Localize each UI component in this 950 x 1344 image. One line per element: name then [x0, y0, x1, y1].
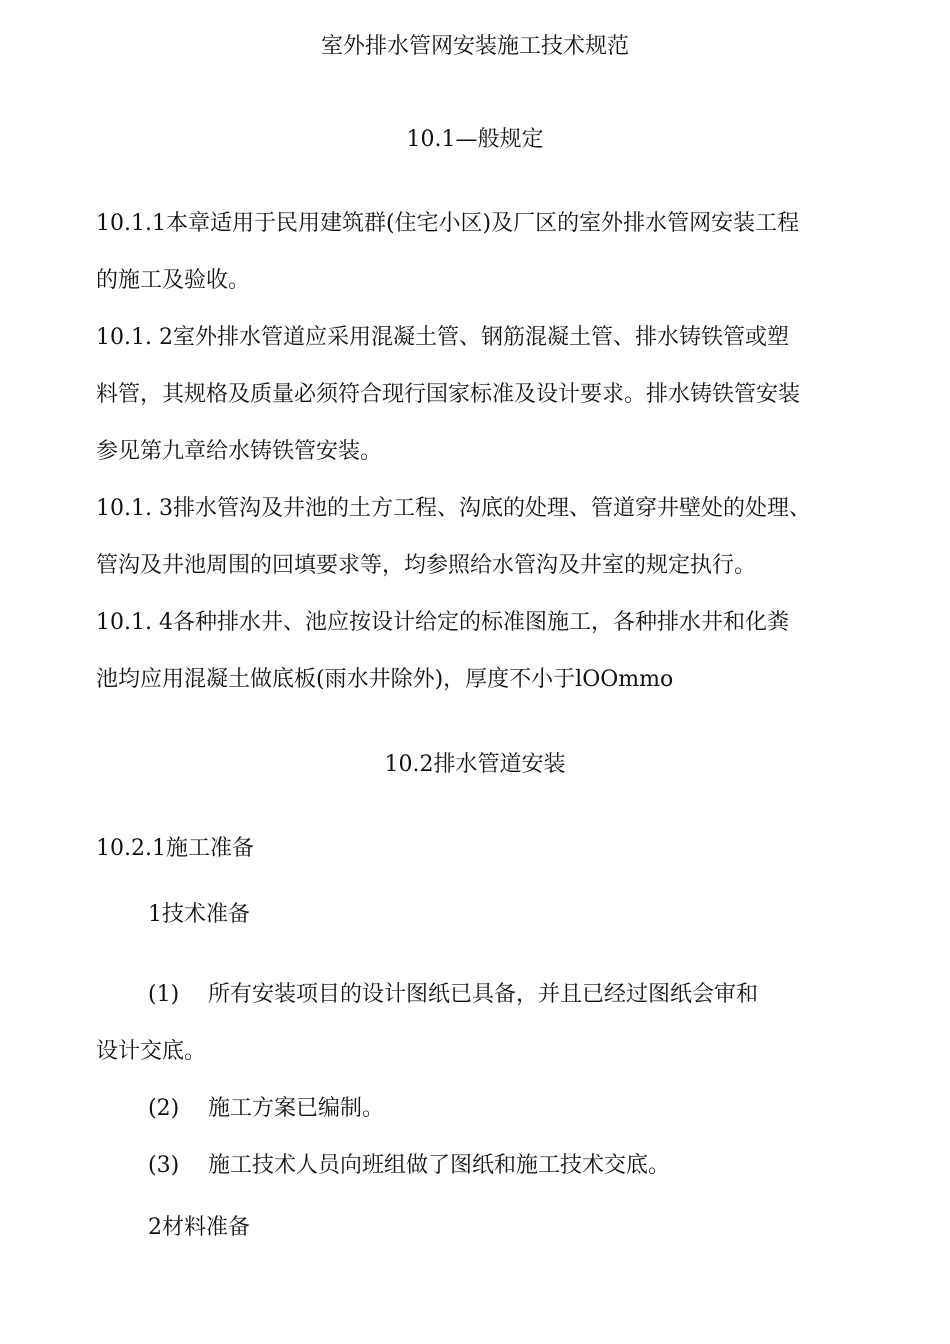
list-item-2-number: (2) — [148, 1096, 180, 1121]
document-title: 室外排水管网安装施工技术规范 — [320, 34, 629, 59]
list-item-1-text: 所有安装项目的设计图纸已具备，并且已经过图纸会审和 — [208, 982, 759, 1007]
section-heading-10-2: 10.2排水管道安装 — [384, 752, 566, 777]
paragraph-10-1-4-line-2: 池均应用混凝土做底板(雨水井除外)，厚度不小于lOOmmo — [96, 667, 674, 692]
list-item-1-number: (1) — [148, 982, 180, 1007]
paragraph-10-1-1-line-1: 10.1.1本章适用于民用建筑群(住宅小区)及厂区的室外排水管网安装工程 — [96, 211, 800, 236]
paragraph-10-1-4-line-1: 10.1. 4各种排水井、池应按设计给定的标准图施工，各种排水井和化粪 — [96, 610, 789, 635]
section-heading-10-1: 10.1—般规定 — [406, 127, 544, 152]
list-item-3 — [148, 1151, 670, 1181]
list-item-3-number: (3) — [148, 1153, 180, 1178]
paragraph-10-1-3-line-2: 管沟及井池周围的回填要求等，均参照给水管沟及井室的规定执行。 — [96, 553, 757, 578]
list-item-1-continuation: 设计交底。 — [96, 1039, 207, 1064]
technical-preparation-heading: 1技术准备 — [148, 902, 250, 927]
paragraph-10-1-2-line-3: 参见第九章给水铸铁管安装。 — [96, 439, 383, 464]
material-preparation-heading: 2材料准备 — [148, 1215, 250, 1240]
paragraph-10-1-3-line-1: 10.1. 3排水管沟及井池的土方工程、沟底的处理、管道穿井壁处的处理、 — [96, 496, 811, 521]
list-item-3-text: 施工技术人员向班组做了图纸和施工技术交底。 — [208, 1153, 671, 1178]
paragraph-10-1-2-line-2: 料管，其规格及质量必须符合现行国家标准及设计要求。排水铸铁管安装 — [96, 382, 801, 407]
list-item-2-text: 施工方案已编制。 — [208, 1096, 385, 1121]
paragraph-10-1-2-line-1: 10.1. 2室外排水管道应采用混凝土管、钢筋混凝土管、排水铸铁管或塑 — [96, 325, 789, 350]
paragraph-10-1-1-line-2: 的施工及验收。 — [96, 268, 251, 293]
subsection-heading-10-2-1: 10.2.1施工准备 — [96, 836, 254, 861]
list-item-2 — [148, 1094, 384, 1124]
list-item-1 — [148, 980, 758, 1010]
